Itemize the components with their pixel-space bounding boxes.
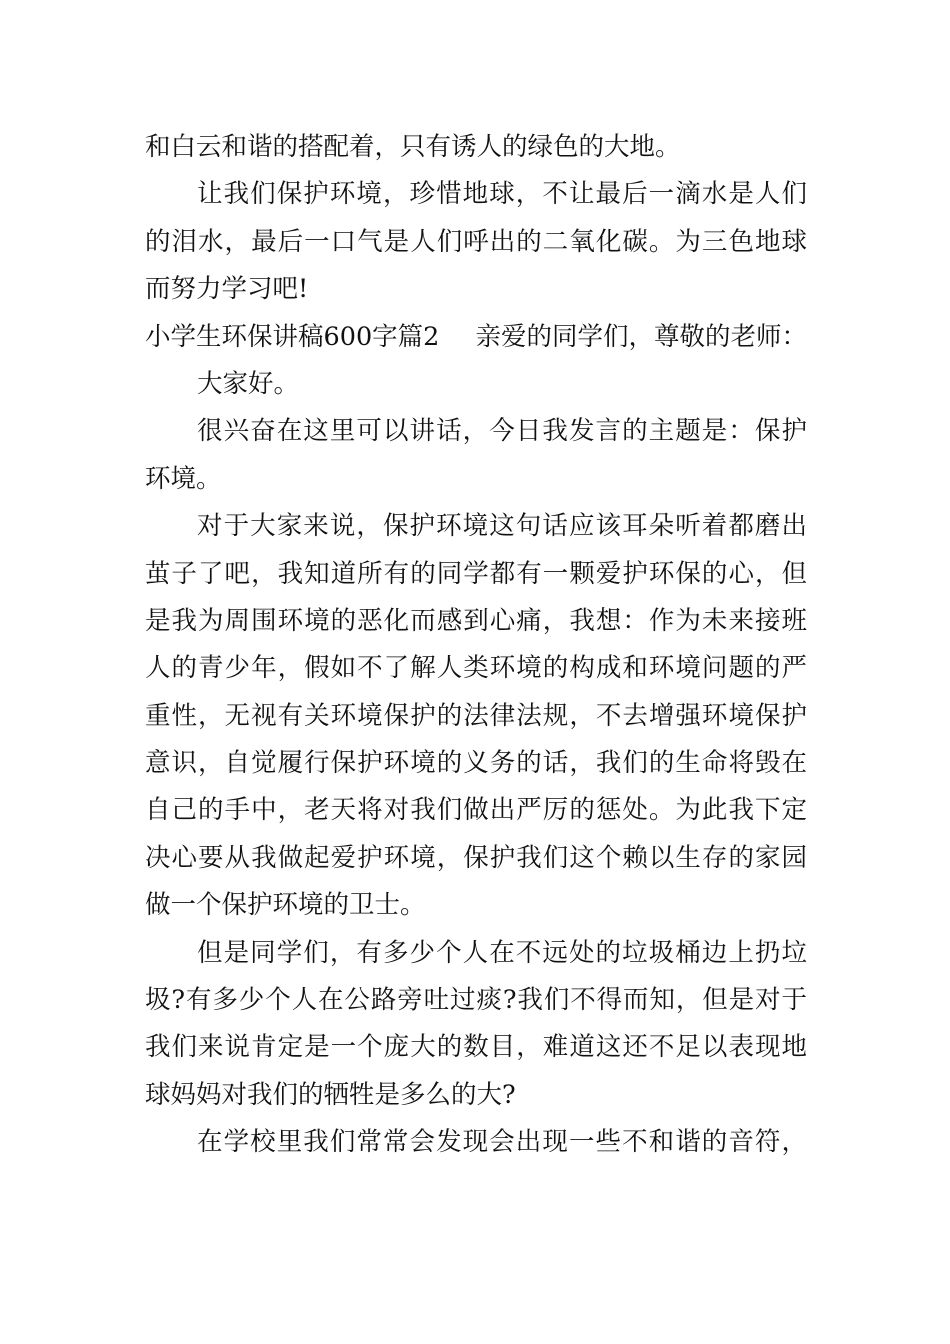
paragraph-line: 很兴奋在这里可以讲话，今日我发言的主题是：保护 <box>197 416 807 447</box>
section-heading-line <box>145 314 807 361</box>
paragraph-line: 而努力学习吧! <box>145 274 309 305</box>
paragraph-line: 我们来说肯定是一个庞大的数目，难道这还不足以表现地 <box>145 1032 807 1063</box>
paragraph-line: 的泪水，最后一口气是人们呼出的二氧化碳。为三色地球 <box>145 226 807 257</box>
paragraph-line: 对于大家来说，保护环境这句话应该耳朵听着都磨出 <box>197 511 807 542</box>
paragraph-line: 做一个保护环境的卫士。 <box>145 890 426 921</box>
paragraph-line: 在学校里我们常常会发现会出现一些不和谐的音符， <box>197 1127 807 1158</box>
paragraph-line: 大家好。 <box>197 368 300 399</box>
paragraph-line: 重性，无视有关环境保护的法律法规，不去增强环境保护 <box>145 700 807 731</box>
paragraph-line: 自己的手中，老天将对我们做出严厉的惩处。为此我下定 <box>145 795 807 826</box>
paragraph-line: 但是同学们，有多少个人在不远处的垃圾桶边上扔垃 <box>197 937 807 968</box>
paragraph-line: 人的青少年，假如不了解人类环境的构成和环境问题的严 <box>145 653 807 684</box>
paragraph-line: 意识，自觉履行保护环境的义务的话，我们的生命将毁在 <box>145 748 807 779</box>
paragraph-line: 是我为周围环境的恶化而感到心痛，我想：作为未来接班 <box>145 605 807 636</box>
paragraph-line: 圾?有多少个人在公路旁吐过痰?我们不得而知，但是对于 <box>145 985 807 1016</box>
document-body <box>145 124 807 1167</box>
paragraph-line: 茧子了吧，我知道所有的同学都有一颗爱护环保的心，但 <box>145 558 807 589</box>
paragraph-line: 球妈妈对我们的牺牲是多么的大? <box>145 1079 516 1110</box>
paragraph-line: 环境。 <box>145 463 222 494</box>
section-title: 小学生环保讲稿600字篇2 <box>145 321 440 352</box>
paragraph-line: 和白云和谐的搭配着，只有诱人的绿色的大地。 <box>145 132 681 162</box>
paragraph-line: 决心要从我做起爱护环境，保护我们这个赖以生存的家园 <box>145 842 807 873</box>
salutation: 亲爱的同学们，尊敬的老师： <box>475 321 807 352</box>
paragraph-line: 让我们保护环境，珍惜地球，不让最后一滴水是人们 <box>197 179 807 210</box>
